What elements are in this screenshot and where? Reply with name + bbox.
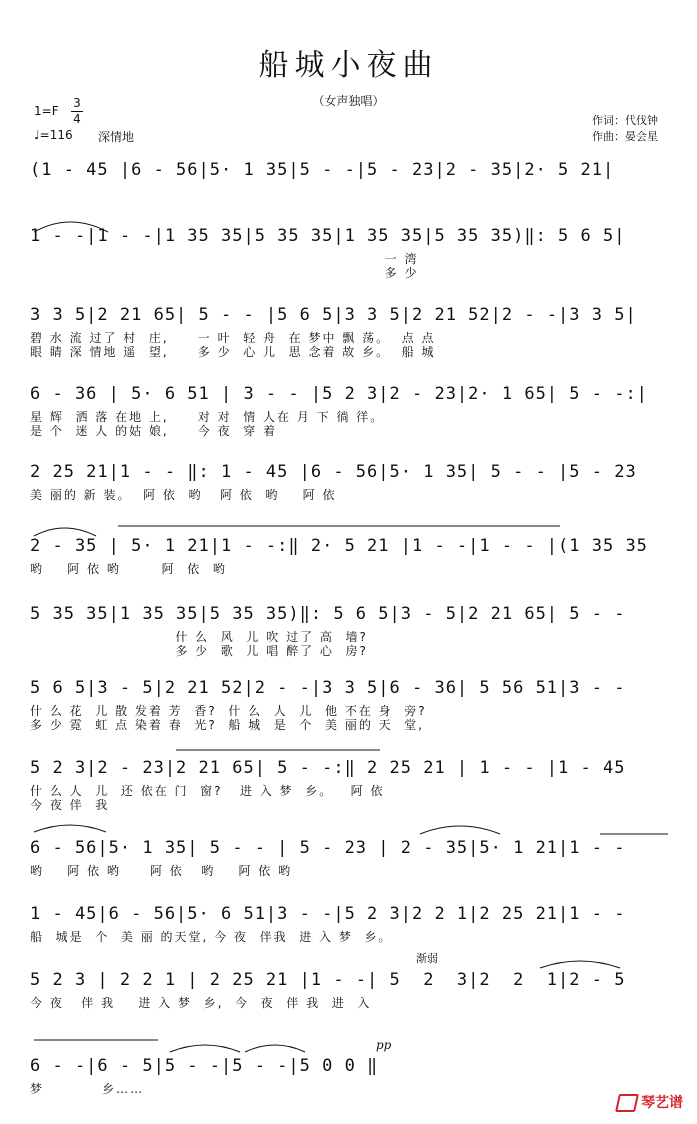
time-signature-top: 3: [73, 96, 81, 110]
lyricist-credit: 作词：代伐钟: [592, 114, 658, 127]
staff-system: [0, 384, 697, 440]
staff-system: [0, 1056, 697, 1100]
notation-line: 2 25 21|1 - - ‖: 1 - 45 |6 - 56|5· 1 35| 5 - - |5 - 23: [30, 462, 637, 482]
staff-system: [0, 160, 697, 200]
lyric-line: 是 个 迷 人 的姑 娘, 今 夜 穿 着: [30, 424, 278, 438]
lyric-line: 多 少 霓 虹 点 染着 春 光? 船 城 是 个 美 丽的 天 堂,: [30, 718, 425, 732]
notation-line: 6 - 56|5· 1 35| 5 - - | 5 - 23 | 2 - 35|5· 1 21|1 - -: [30, 838, 626, 858]
dynamic-pianissimo: pp: [376, 1038, 392, 1052]
staff-system: [0, 226, 697, 282]
lyric-line: 船 城是 个 美 丽 的天堂, 今 夜 伴我 进 入 梦 乡。: [30, 930, 393, 944]
staff-system: [0, 758, 697, 814]
staff-system: [0, 604, 697, 660]
lyric-line: 星 辉 洒 落 在地 上, 对 对 情 人在 月 下 徜 徉。: [30, 410, 385, 424]
expression-mark: 深情地: [98, 130, 135, 144]
tempo-mark: ♩=116: [34, 128, 73, 142]
lyric-line: 眼 睛 深 情地 遥 望, 多 少 心 儿 思 念着 故 乡。 船 城: [30, 345, 436, 359]
lyric-line: 多 少 歌 儿 唱 醉了 心 房?: [30, 644, 368, 658]
lyric-line: 今 夜 伴 我: [30, 798, 110, 812]
staff-system: [0, 838, 697, 882]
notation-line: 5 6 5|3 - 5|2 21 52|2 - -|3 3 5|6 - 36| 5 56 51|3 - -: [30, 678, 626, 698]
composer-credit: 作曲：晏会星: [592, 130, 658, 143]
staff-system: [0, 678, 697, 734]
notation-line: (1 - 45 |6 - 56|5· 1 35|5 - -|5 - 23|2 - 35|2· 5 21|: [30, 160, 615, 180]
staff-system: [0, 462, 697, 506]
staff-system: [0, 305, 697, 361]
song-subtitle: （女声独唱）: [312, 94, 385, 108]
logo-icon: [615, 1094, 639, 1112]
lyric-line: 哟 阿 依 哟 阿 依 哟: [30, 562, 227, 576]
dynamic-diminuendo: 渐弱: [416, 952, 438, 965]
lyric-line: 一 湾: [30, 252, 419, 266]
lyric-line: 碧 水 流 过了 村 庄, 一 叶 轻 舟 在 梦中 飘 荡。 点 点: [30, 331, 436, 345]
lyric-line: 梦 乡……: [30, 1082, 145, 1096]
notation-line: 5 2 3 | 2 2 1 | 2 25 21 |1 - -| 5 2 3|2 2 1|2 - 5: [30, 970, 626, 990]
lyric-line: 多 少: [30, 266, 419, 280]
lyric-line: 什 么 花 儿 散 发着 芳 香? 什 么 人 儿 他 不在 身 旁?: [30, 704, 427, 718]
notation-line: 3 3 5|2 21 65| 5 - - |5 6 5|3 3 5|2 21 52|2 - -|3 3 5|: [30, 305, 637, 325]
lyric-line: 哟 阿 依 哟 阿 依 哟 阿 依 哟: [30, 864, 293, 878]
notation-line: 5 35 35|1 35 35|5 35 35)‖: 5 6 5|3 - 5|2 21 65| 5 - -: [30, 604, 626, 624]
notation-line: 1 - -|1 - -|1 35 35|5 35 35|1 35 35|5 35 35)‖: 5 6 5|: [30, 226, 626, 246]
lyric-line: 今 夜 伴 我 进 入 梦 乡, 今 夜 伴 我 进 入: [30, 996, 372, 1010]
notation-line: 6 - 36 | 5· 6 51 | 3 - - |5 2 3|2 - 23|2· 1 65| 5 - -:|: [30, 384, 648, 404]
notation-line: 1 - 45|6 - 56|5· 6 51|3 - -|5 2 3|2 2 1|2 25 21|1 - -: [30, 904, 626, 924]
key-signature: 1=F: [34, 104, 59, 118]
time-signature-bottom: 4: [73, 112, 81, 126]
lyric-line: 什 么 人 儿 还 依在 门 窗? 进 入 梦 乡。 阿 依: [30, 784, 385, 798]
staff-system: [0, 904, 697, 948]
notation-line: 5 2 3|2 - 23|2 21 65| 5 - -:‖ 2 25 21 | 1 - - |1 - 45: [30, 758, 626, 778]
lyric-line: 什 么 风 儿 吹 过了 高 墙?: [30, 630, 368, 644]
staff-system: [0, 970, 697, 1014]
lyric-line: 美 丽的 新 装。 阿 依 哟 阿 依 哟 阿 依: [30, 488, 337, 502]
song-title: 船城小夜曲: [258, 48, 439, 83]
watermark-logo: 琴艺谱: [617, 1092, 683, 1112]
notation-line: 6 - -|6 - 5|5 - -|5 - -|5 0 0 ‖: [30, 1056, 379, 1076]
staff-system: [0, 536, 697, 580]
notation-line: 2 - 35 | 5· 1 21|1 - -:‖ 2· 5 21 |1 - -|1 - - |(1 35 35: [30, 536, 648, 556]
